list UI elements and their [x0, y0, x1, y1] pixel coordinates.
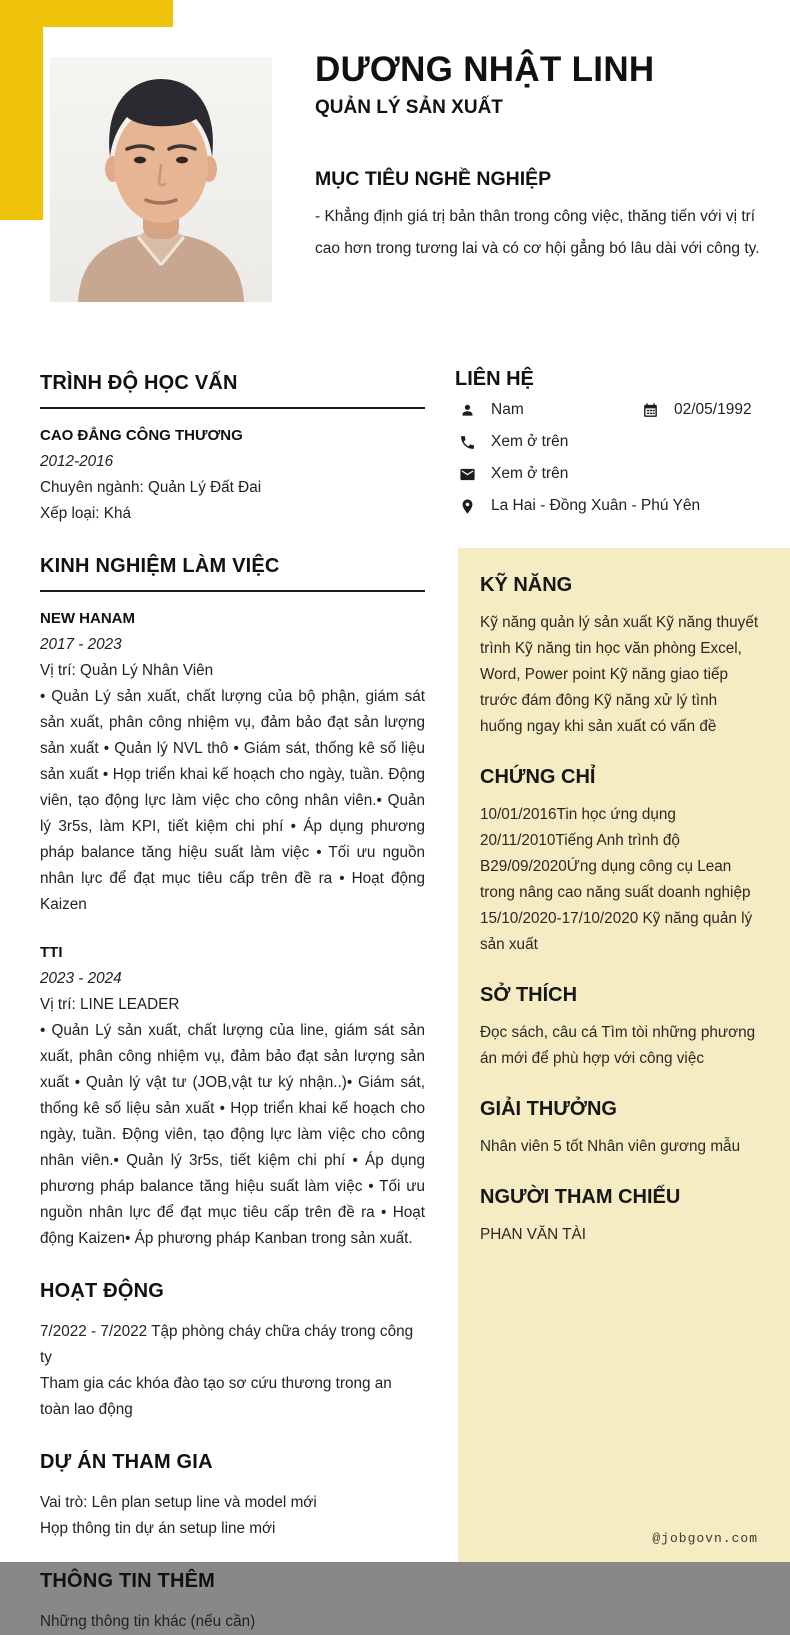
- education-heading: TRÌNH ĐỘ HỌC VẤN: [40, 372, 425, 409]
- header: [315, 48, 770, 119]
- calendar-icon: [642, 402, 659, 419]
- phone-icon: [459, 434, 476, 451]
- education-years: 2012-2016: [40, 453, 114, 470]
- activities-line: 7/2022 - 7/2022 Tập phòng cháy chữa cháy trong công ty: [40, 1323, 414, 1366]
- skills-heading: KỸ NĂNG: [480, 574, 573, 596]
- contact-email: [459, 465, 568, 483]
- project-line: Vai trò: Lên plan setup line và model mới: [40, 1494, 317, 1511]
- person-icon: [459, 402, 476, 419]
- birthdate-value: 02/05/1992: [674, 401, 752, 418]
- site-watermark: @jobgovn.com: [652, 1531, 758, 1546]
- accent-bar-vertical: [0, 0, 43, 220]
- job-description: • Quản Lý sản xuất, chất lượng của bộ phận, giám sát sản xuất, phân công nhiệm vụ, đảm bảo đạt sản lượng sản xuất • Quản lý NVL thô • Giám sát, thống kê số liệu sản xuất • Họp triển khai kế hoạch cho ngày, tuần. Động viên, tạo động lực làm việc cho công nhân viên.• Quản lý 3r5s, làm KPI, tiết kiệm chi phí • Áp dụng phương pháp balance tăng hiệu suất làm việc • Tối ưu nguồn nhân lực để đạt mục tiêu cấp trên đề ra • Hoạt động Kaizen: [40, 688, 425, 913]
- job-entry: [40, 940, 425, 1252]
- contact-phone: [459, 433, 568, 451]
- side-panel: [458, 548, 790, 1562]
- references-text: PHAN VĂN TÀI: [480, 1226, 586, 1243]
- experience-heading: KINH NGHIỆM LÀM VIỆC: [40, 555, 425, 592]
- location-pin-icon: [459, 498, 476, 515]
- references-heading: NGƯỜI THAM CHIẾU: [480, 1186, 681, 1208]
- job-company: NEW HANAM: [40, 610, 135, 627]
- awards-heading: GIẢI THƯỞNG: [480, 1098, 617, 1120]
- section-contact: [455, 368, 787, 529]
- additional-text: Những thông tin khác (nếu cần): [40, 1613, 256, 1630]
- left-column: [40, 372, 425, 1635]
- activities-line: Tham gia các khóa đào tạo sơ cứu thương trong an toàn lao động: [40, 1375, 392, 1418]
- job-years: 2017 - 2023: [40, 636, 122, 653]
- additional-heading: THÔNG TIN THÊM: [40, 1570, 216, 1592]
- job-position: Vị trí: Quản Lý Nhân Viên: [40, 662, 214, 679]
- activities-heading: HOẠT ĐỘNG: [40, 1280, 165, 1302]
- contact-address: [459, 497, 700, 515]
- candidate-title: QUẢN LÝ SẢN XUẤT: [315, 97, 503, 118]
- awards-text: Nhân viên 5 tốt Nhân viên gương mẫu: [480, 1138, 741, 1155]
- job-company: TTI: [40, 944, 63, 961]
- candidate-name: DƯƠNG NHẬT LINH: [315, 50, 655, 89]
- address-value: La Hai - Đồng Xuân - Phú Yên: [491, 497, 701, 514]
- project-line: Họp thông tin dự án setup line mới: [40, 1520, 276, 1537]
- projects-heading: DỰ ÁN THAM GIA: [40, 1451, 213, 1473]
- portrait-image: [50, 57, 272, 302]
- contact-row: [455, 497, 787, 529]
- education-school: CAO ĐẲNG CÔNG THƯƠNG: [40, 427, 243, 444]
- section-activities: [40, 1280, 425, 1423]
- section-objective: [315, 168, 767, 265]
- education-major: Chuyên ngành: Quản Lý Đất Đai: [40, 479, 262, 496]
- gender-value: Nam: [491, 401, 524, 418]
- job-entry: [40, 606, 425, 918]
- skills-text: Kỹ năng quản lý sản xuất Kỹ năng thuyết trình Kỹ năng tin học văn phòng Excel, Word, Power point Kỹ năng giao tiếp trước đám đông Kỹ năng xử lý tình huống ngay khi sản xuất có vấn đề: [480, 614, 759, 735]
- phone-value: Xem ở trên: [491, 433, 569, 450]
- hobbies-heading: SỞ THÍCH: [480, 984, 578, 1006]
- section-education: [40, 372, 425, 527]
- job-position: Vị trí: LINE LEADER: [40, 996, 180, 1013]
- contact-birthdate: [642, 401, 752, 419]
- job-years: 2023 - 2024: [40, 970, 122, 987]
- section-additional-info: [40, 1570, 425, 1635]
- hobbies-text: Đọc sách, câu cá Tìm tòi những phương án mới để phù hợp với công việc: [480, 1024, 756, 1067]
- section-projects: [40, 1451, 425, 1542]
- email-value: Xem ở trên: [491, 465, 569, 482]
- certificates-heading: CHỨNG CHỈ: [480, 766, 596, 788]
- contact-row: [455, 433, 787, 465]
- objective-text: - Khẳng định giá trị bản thân trong công việc, thăng tiến với vị trí cao hơn trong tương lai và có cơ hội gẳng bó lâu dài với công ty.: [315, 208, 760, 257]
- contact-row: [455, 465, 787, 497]
- section-experience: [40, 555, 425, 1252]
- envelope-icon: [459, 466, 476, 483]
- contact-heading: LIÊN HỆ: [455, 368, 534, 390]
- contact-row: [455, 401, 787, 433]
- education-grade: Xếp loại: Khá: [40, 505, 131, 522]
- job-description: • Quản Lý sản xuất, chất lượng của line, giám sát sản xuất, phân công nhiệm vụ, đảm bảo đạt sản lượng sản xuất • Quản lý vật tư (JOB,vật tư ký nhận..)• Giám sát, thống kê số liệu sản xuất • Họp triển khai kế hoạch cho ngày, tuần. Động viên, tạo động lực làm việc cho công nhân viên.• Quản lý 3r5s, tiết kiệm chi phí • Áp dụng phương pháp balance tăng hiệu suất làm việc • Tối ưu nguồn nhân lực để đạt mục tiêu cấp trên đề ra • Hoạt động Kaizen• Áp phương pháp Kanban trong sản xuất.: [40, 1022, 425, 1247]
- accent-bar-horizontal: [0, 0, 173, 27]
- contact-gender: [459, 401, 524, 419]
- objective-heading: MỤC TIÊU NGHỀ NGHIỆP: [315, 168, 552, 190]
- profile-photo: [50, 57, 272, 302]
- certificates-text: 10/01/2016Tin học ứng dụng 20/11/2010Tiếng Anh trình độ B29/09/2020Ứng dụng công cụ Lean trong nâng cao năng suất doanh nghiệp 15/10/2020-17/10/2020 Kỹ năng quản lý sản xuất: [480, 806, 753, 953]
